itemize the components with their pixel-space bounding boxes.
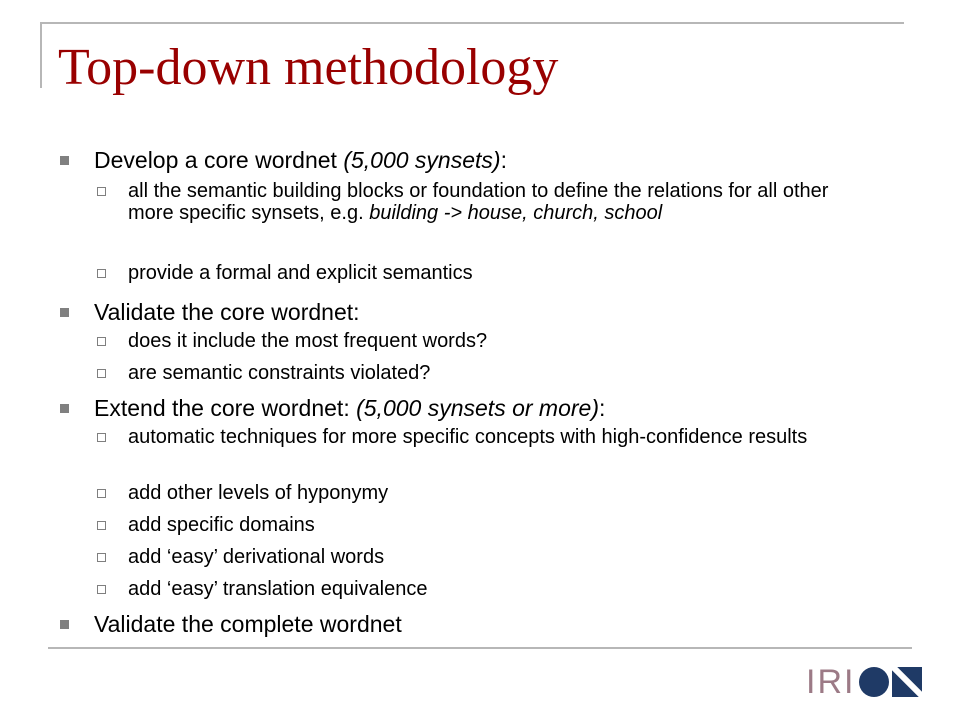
bullet-text-run: Extend the core wordnet: bbox=[94, 395, 357, 421]
slide-title: Top-down methodology bbox=[58, 39, 559, 96]
hollow-square-bullet-icon bbox=[97, 187, 106, 196]
square-bullet-icon bbox=[60, 620, 69, 629]
hollow-square-bullet-icon bbox=[97, 337, 106, 346]
bullet-text-run: (5,000 synsets) bbox=[343, 147, 501, 173]
bullet-text-run: (5,000 synsets or more) bbox=[356, 395, 599, 421]
bullet-text-run: does it include the most frequent words? bbox=[128, 330, 488, 352]
bullet-text-run: add specific domains bbox=[128, 514, 315, 536]
bullet-text-run: Develop a core wordnet bbox=[94, 147, 344, 173]
bullet-text-run: add ‘easy’ translation equivalence bbox=[128, 578, 428, 600]
bullet-item bbox=[94, 298, 834, 326]
bullet-text-run: Validate the core wordnet: bbox=[94, 299, 360, 325]
sub-bullet-item bbox=[128, 546, 840, 568]
hollow-square-bullet-icon bbox=[97, 553, 106, 562]
bullet-item bbox=[94, 610, 834, 638]
square-bullet-icon bbox=[60, 308, 69, 317]
bullet-text-run: automatic techniques for more specific concepts with high-confidence results bbox=[128, 426, 808, 448]
sub-bullet-item bbox=[128, 262, 840, 284]
sub-bullet-item bbox=[128, 426, 840, 448]
hollow-square-bullet-icon bbox=[97, 433, 106, 442]
bullet-text-run: all the semantic building blocks or foundation to define the relations for all other more specific synsets, e.g. bbox=[128, 180, 829, 224]
bullet-text-run: : bbox=[598, 395, 606, 421]
sub-bullet-item bbox=[128, 514, 840, 536]
irion-logo bbox=[806, 663, 922, 701]
logo-o-icon bbox=[859, 667, 889, 697]
bullet-item bbox=[94, 146, 834, 174]
bullet-text-run: are semantic constraints violated? bbox=[128, 362, 431, 384]
hollow-square-bullet-icon bbox=[97, 521, 106, 530]
sub-bullet-item bbox=[128, 482, 840, 504]
bullet-text-run: provide a formal and explicit semantics bbox=[128, 262, 473, 284]
frame-bottom-line bbox=[48, 647, 912, 649]
square-bullet-icon bbox=[60, 156, 69, 165]
bullet-item bbox=[94, 394, 834, 422]
hollow-square-bullet-icon bbox=[97, 269, 106, 278]
bullet-text-run: add other levels of hyponymy bbox=[128, 482, 389, 504]
bullet-text-run: : bbox=[500, 147, 507, 173]
bullet-text-run: building -> house, church, school bbox=[369, 202, 663, 224]
logo-text: IRI bbox=[806, 663, 856, 701]
square-bullet-icon bbox=[60, 404, 69, 413]
hollow-square-bullet-icon bbox=[97, 585, 106, 594]
bullet-text-run: Validate the complete wordnet bbox=[94, 611, 402, 637]
bullet-text-run: add ‘easy’ derivational words bbox=[128, 546, 385, 568]
sub-bullet-item bbox=[128, 362, 840, 384]
logo-n-icon bbox=[892, 667, 922, 697]
sub-bullet-item bbox=[128, 330, 840, 352]
sub-bullet-item bbox=[128, 578, 840, 600]
hollow-square-bullet-icon bbox=[97, 369, 106, 378]
sub-bullet-item bbox=[128, 180, 840, 224]
hollow-square-bullet-icon bbox=[97, 489, 106, 498]
